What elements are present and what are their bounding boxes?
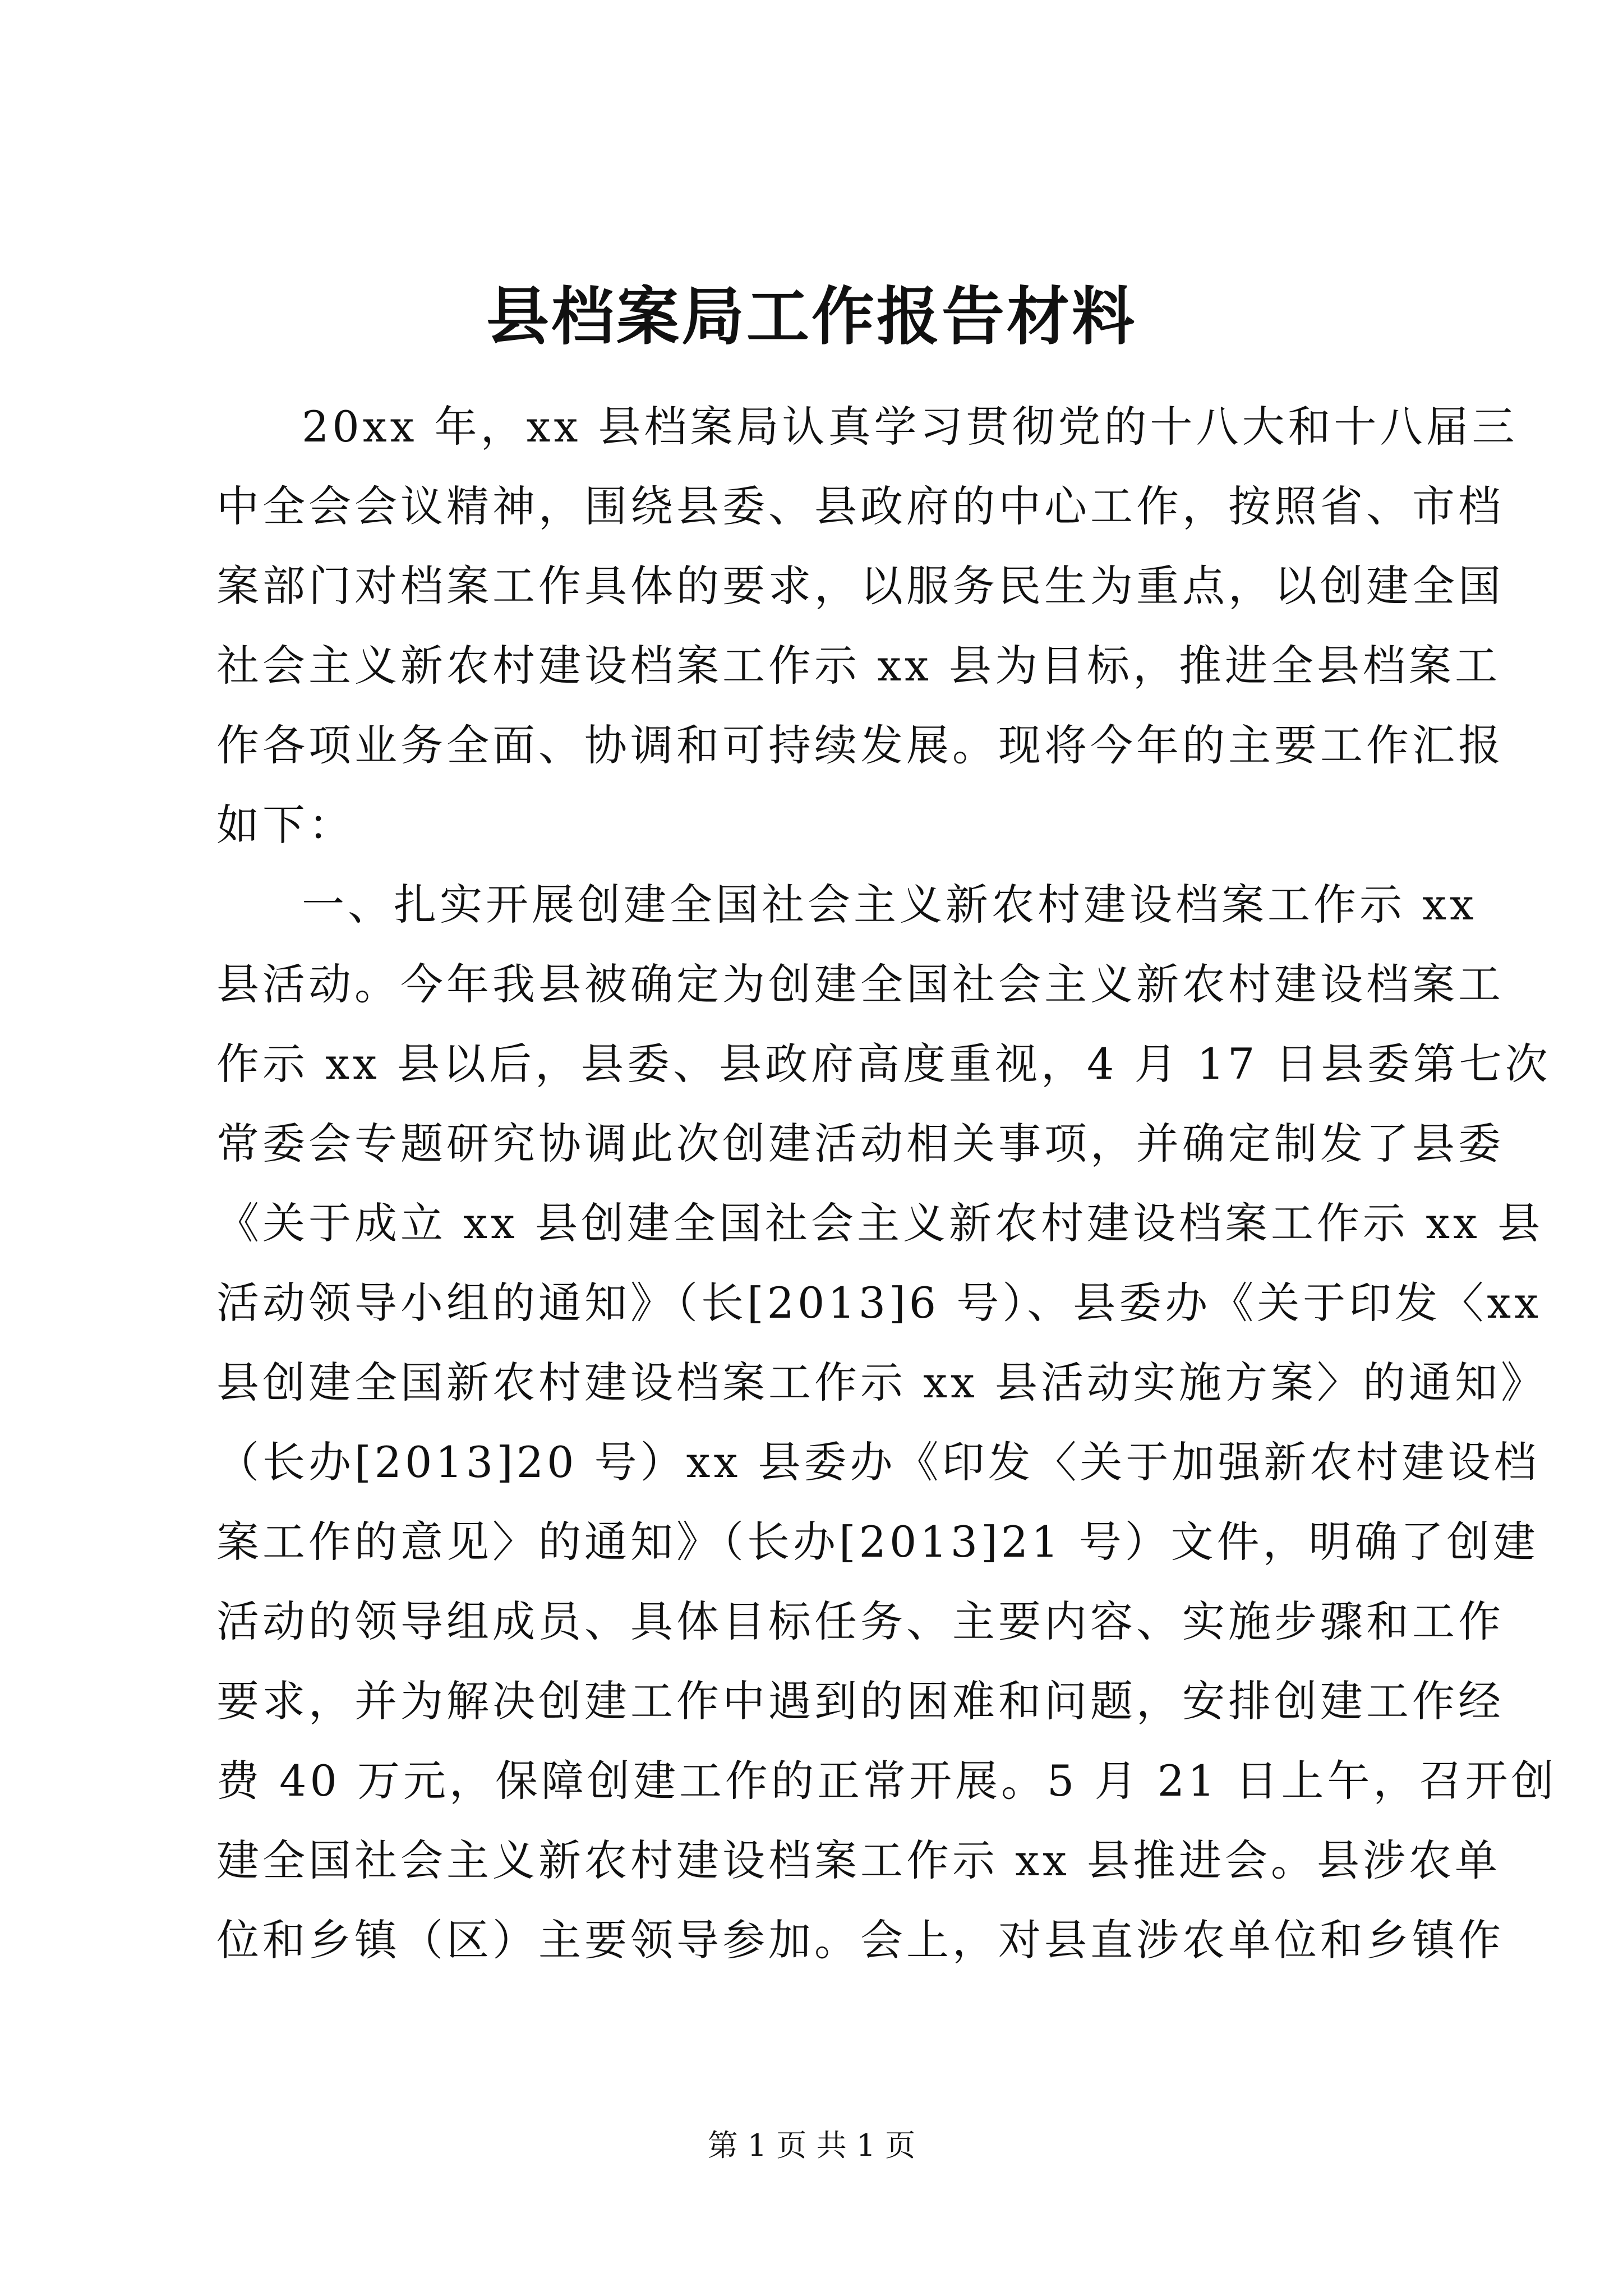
paragraph-line: 如下： <box>216 800 354 850</box>
paragraph-line: 作各项业务全面、协调和可持续发展。现将今年的主要工作汇报 <box>216 720 1504 770</box>
paragraph-line: 位和乡镇（区）主要领导参加。会上，对县直涉农单位和乡镇作 <box>216 1915 1504 1965</box>
paragraph-line: 《关于成立 xx 县创建全国社会主义新农村建设档案工作示 xx 县 <box>216 1198 1544 1248</box>
paragraph-line: 活动的领导组成员、具体目标任务、主要内容、实施步骤和工作 <box>216 1596 1504 1646</box>
paragraph-line: 费 40 万元，保障创建工作的正常开展。5 月 21 日上午，召开创 <box>216 1756 1557 1806</box>
paragraph-line: 活动领导小组的通知》（长[2013]6 号）、县委办《关于印发〈xx <box>216 1278 1542 1328</box>
body-text <box>216 387 1557 1980</box>
paragraph-line: 20xx 年，xx 县档案局认真学习贯彻党的十八大和十八届三 <box>302 402 1518 452</box>
paragraph-line: 作示 xx 县以后，县委、县政府高度重视，4 月 17 日县委第七次 <box>216 1039 1551 1089</box>
paragraph-line: 中全会会议精神，围绕县委、县政府的中心工作，按照省、市档 <box>216 481 1504 531</box>
paragraph-line: 要求，并为解决创建工作中遇到的困难和问题，安排创建工作经 <box>216 1676 1504 1726</box>
paragraph-line: 县创建全国新农村建设档案工作示 xx 县活动实施方案〉的通知》 <box>216 1358 1547 1407</box>
paragraph-line: 县活动。今年我县被确定为创建全国社会主义新农村建设档案工 <box>216 959 1504 1009</box>
paragraph-line: 案部门对档案工作具体的要求，以服务民生为重点，以创建全国 <box>216 561 1504 611</box>
page-footer: 第 1 页 共 1 页 <box>707 2128 916 2163</box>
page-title: 县档案局工作报告材料 <box>486 280 1137 353</box>
paragraph-line: 案工作的意见〉的通知》（长办[2013]21 号）文件，明确了创建 <box>216 1517 1539 1567</box>
paragraph-line: 一、扎实开展创建全国社会主义新农村建设档案工作示 xx <box>302 880 1477 930</box>
paragraph-line: 社会主义新农村建设档案工作示 xx 县为目标，推进全县档案工 <box>216 641 1501 691</box>
paragraph-line: （长办[2013]20 号）xx 县委办《印发〈关于加强新农村建设档 <box>216 1437 1540 1487</box>
paragraph-line: 常委会专题研究协调此次创建活动相关事项，并确定制发了县委 <box>216 1119 1504 1168</box>
paragraph-line: 建全国社会主义新农村建设档案工作示 xx 县推进会。县涉农单 <box>216 1835 1501 1885</box>
